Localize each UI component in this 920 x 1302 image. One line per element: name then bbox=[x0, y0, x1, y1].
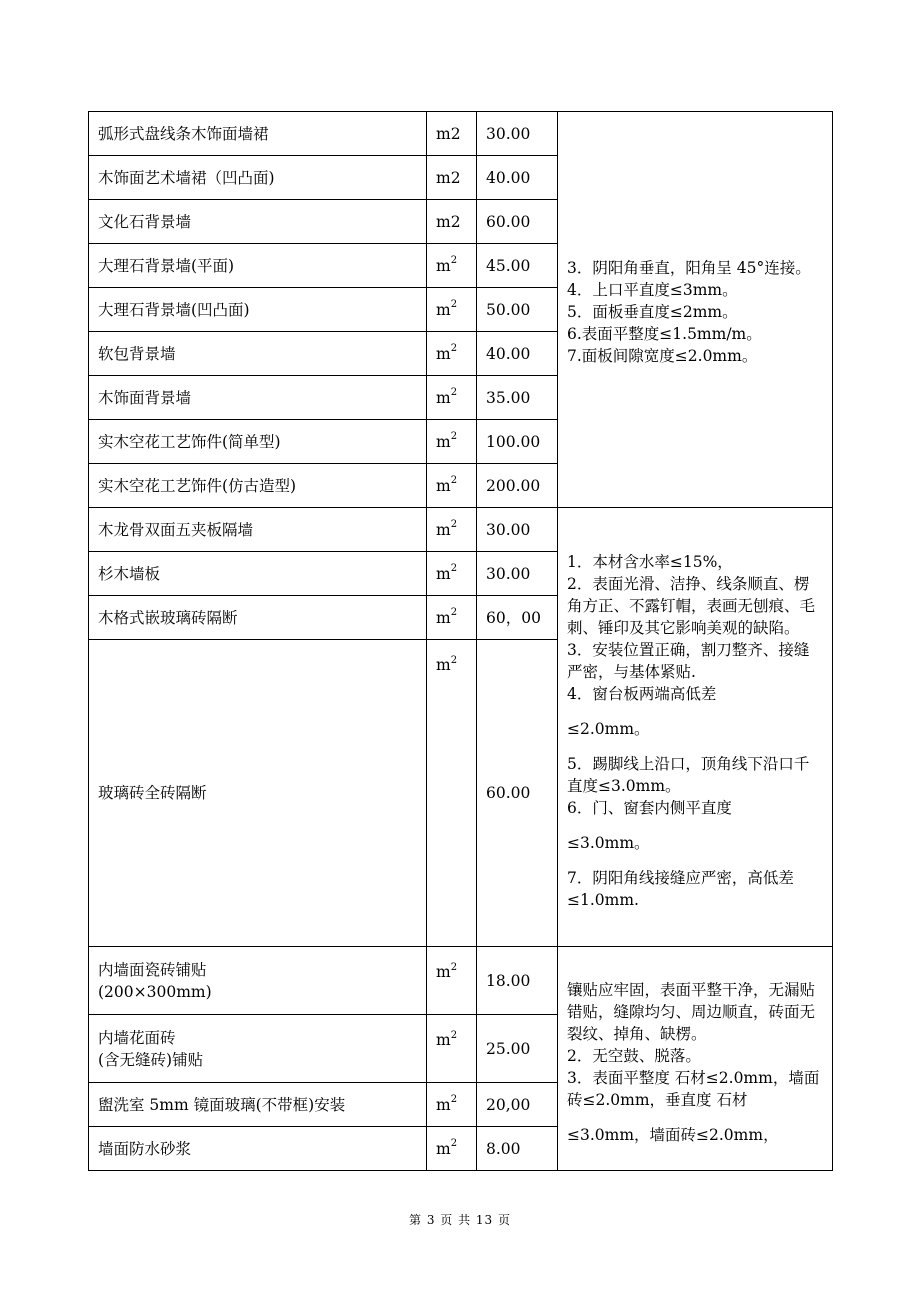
page-footer: 第 3 页 共 13 页 bbox=[409, 1213, 511, 1227]
item-price: 60.00 bbox=[477, 640, 558, 947]
item-name: 墙面防水砂浆 bbox=[89, 1127, 427, 1171]
item-price: 100.00 bbox=[477, 420, 558, 464]
item-unit: $m^2$ bbox=[427, 1083, 477, 1127]
req-line: 5．踢脚线上沿口，顶角线下沿口千直度≤3.0mm。 bbox=[567, 755, 810, 795]
item-unit: $m^2$ bbox=[427, 464, 477, 508]
item-name: 玻璃砖全砖隔断 bbox=[89, 640, 427, 947]
item-name: 木龙骨双面五夹板隔墙 bbox=[89, 508, 427, 552]
req-line: 7．阴阳角线接缝应严密，高低差≤1.0mm. bbox=[567, 869, 794, 909]
item-unit: $m^2$ bbox=[427, 947, 477, 1015]
item-price: 60.00 bbox=[477, 200, 558, 244]
item-unit: $m^2$ bbox=[427, 332, 477, 376]
item-price: 25.00 bbox=[477, 1015, 558, 1083]
item-price: 50.00 bbox=[477, 288, 558, 332]
item-unit: $m^2$ bbox=[427, 1127, 477, 1171]
item-name: 木饰面艺术墙裙（凹凸面) bbox=[89, 156, 427, 200]
item-price: 200.00 bbox=[477, 464, 558, 508]
req-line: 镶贴应牢固，表面平整干净，无漏贴错贴，缝隙均匀、周边顺直，砖面无裂纹、掉角、缺楞。 bbox=[567, 981, 816, 1043]
item-price: 40.00 bbox=[477, 332, 558, 376]
item-price: 8.00 bbox=[477, 1127, 558, 1171]
item-name: 木格式嵌玻璃砖隔断 bbox=[89, 596, 427, 640]
item-unit: $m^2$ bbox=[427, 508, 477, 552]
requirements-cell bbox=[558, 508, 833, 947]
item-name: 木饰面背景墙 bbox=[89, 376, 427, 420]
req-line: 7.面板间隙宽度≤2.0mm。 bbox=[567, 346, 758, 365]
requirements-cell bbox=[558, 947, 833, 1171]
req-line: ≤3.0mm。 bbox=[567, 834, 650, 852]
item-price: 18.00 bbox=[477, 947, 558, 1015]
req-line: 5．面板垂直度≤2mm。 bbox=[567, 302, 738, 321]
item-name: 实木空花工艺饰件(仿古造型) bbox=[89, 464, 427, 508]
item-name: 实木空花工艺饰件(简单型) bbox=[89, 420, 427, 464]
item-name: 大理石背景墙(平面) bbox=[89, 244, 427, 288]
item-name: 杉木墙板 bbox=[89, 552, 427, 596]
item-price: 60，00 bbox=[477, 596, 558, 640]
item-name: 软包背景墙 bbox=[89, 332, 427, 376]
req-line: 3．表面平整度 石材≤2.0mm，墙面砖≤2.0mm，垂直度 石材 bbox=[567, 1069, 820, 1109]
item-unit: m2 bbox=[427, 112, 477, 156]
req-line: 4．窗台板两端高低差 bbox=[567, 685, 717, 703]
table-row bbox=[89, 112, 833, 156]
table-row bbox=[89, 508, 833, 552]
item-price: 35.00 bbox=[477, 376, 558, 420]
item-unit: $m^2$ bbox=[427, 244, 477, 288]
req-line: 3．阴阳角垂直，阳角呈 45°连接。 bbox=[567, 258, 811, 277]
req-line: 2．无空鼓、脱落。 bbox=[567, 1047, 701, 1065]
item-price: 20,00 bbox=[477, 1083, 558, 1127]
item-name: 弧形式盘线条木饰面墙裙 bbox=[89, 112, 427, 156]
item-unit: $m^2$ bbox=[427, 420, 477, 464]
item-price: 30.00 bbox=[477, 552, 558, 596]
req-line: 4．上口平直度≤3mm。 bbox=[567, 280, 738, 299]
requirements-cell bbox=[558, 112, 833, 508]
item-name: 内墙花面砖 (含无缝砖)铺贴 bbox=[89, 1015, 427, 1083]
item-unit: $m^2$ bbox=[427, 376, 477, 420]
item-unit: $m^2$ bbox=[427, 596, 477, 640]
spec-table bbox=[88, 111, 833, 1171]
item-unit: $m^2$ bbox=[427, 552, 477, 596]
item-name: 内墙面瓷砖铺贴 (200×300mm) bbox=[89, 947, 427, 1015]
req-line: 2．表面光滑、洁挣、线条顺直、楞角方正、不露钉帽，表画无刨痕、毛刺、锤印及其它影响美观的缺陷。 bbox=[567, 575, 816, 637]
item-price: 45.00 bbox=[477, 244, 558, 288]
req-line: 3．安装位置正确，割刀整齐、接缝严密，与基体紧贴. bbox=[567, 641, 810, 681]
item-unit: $m^2$ bbox=[427, 1015, 477, 1083]
table-row bbox=[89, 947, 833, 1015]
item-price: 30.00 bbox=[477, 508, 558, 552]
item-unit: $m^2$ bbox=[427, 288, 477, 332]
item-unit: m2 bbox=[427, 200, 477, 244]
req-line: 6．门、窗套内侧平直度 bbox=[567, 799, 732, 817]
item-name: 盥洗室 5mm 镜面玻璃(不带框)安装 bbox=[89, 1083, 427, 1127]
req-line: 1．本材含水率≤15%， bbox=[567, 553, 733, 571]
item-unit: m2 bbox=[427, 156, 477, 200]
item-price: 30.00 bbox=[477, 112, 558, 156]
item-price: 40.00 bbox=[477, 156, 558, 200]
req-line: ≤3.0mm，墙面砖≤2.0mm， bbox=[567, 1126, 779, 1144]
item-unit: $m^2$ bbox=[427, 640, 477, 947]
req-line: ≤2.0mm。 bbox=[567, 720, 650, 738]
item-name: 文化石背景墙 bbox=[89, 200, 427, 244]
req-line: 6.表面平整度≤1.5mm/m。 bbox=[567, 324, 762, 343]
item-name: 大理石背景墙(凹凸面) bbox=[89, 288, 427, 332]
